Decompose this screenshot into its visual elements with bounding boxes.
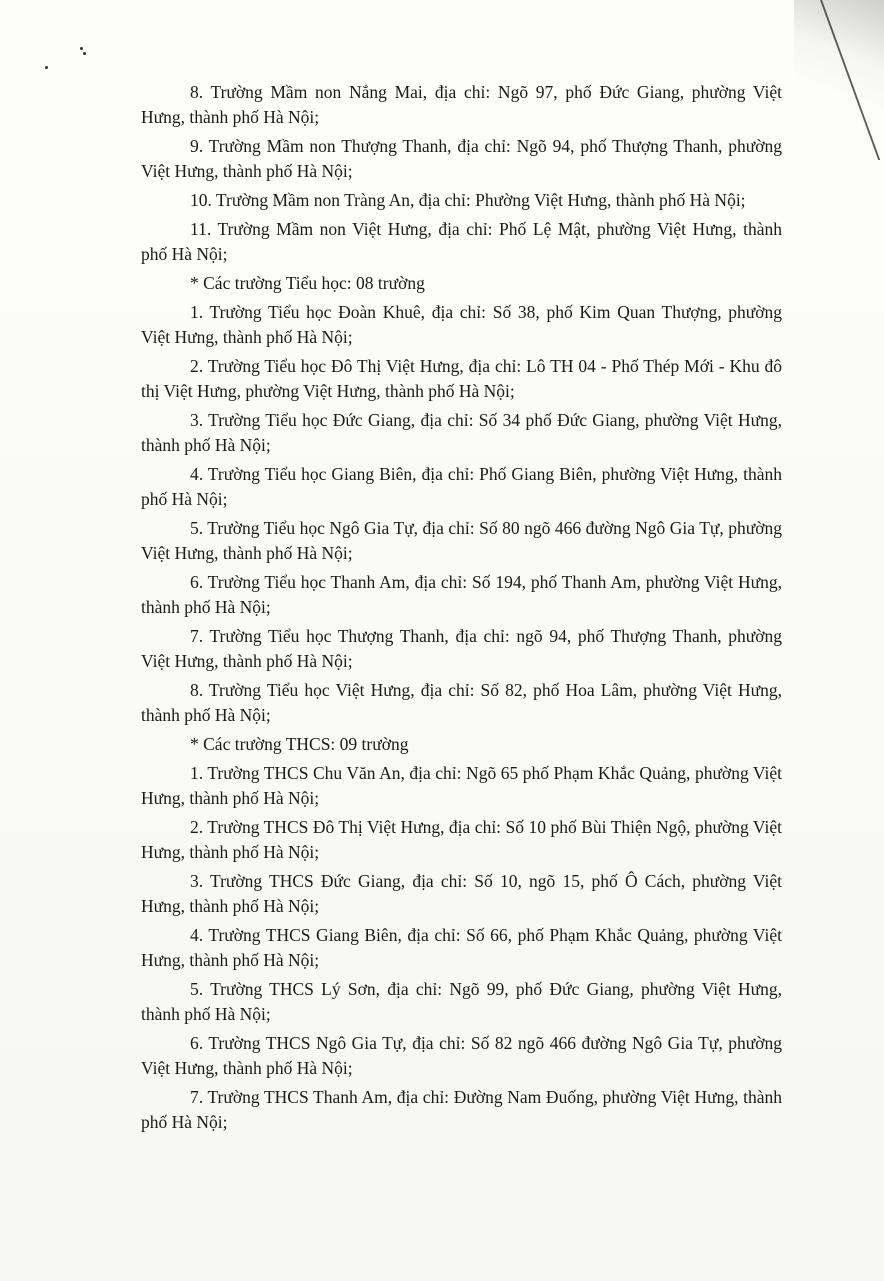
list-item: 1. Trường THCS Chu Văn An, địa chỉ: Ngõ 65 phố Phạm Khắc Quảng, phường Việt Hưng, thành phố Hà Nội; — [141, 763, 782, 808]
section-heading-secondary: * Các trường THCS: 09 trường — [190, 734, 409, 754]
list-item: 7. Trường Tiểu học Thượng Thanh, địa chỉ: ngõ 94, phố Thượng Thanh, phường Việt Hưng, thành phố Hà Nội; — [141, 626, 782, 671]
list-item: 10. Trường Mầm non Tràng An, địa chỉ: Phường Việt Hưng, thành phố Hà Nội; — [190, 190, 746, 210]
document-body — [141, 80, 782, 1139]
paper-speck — [45, 66, 48, 69]
paper-speck — [83, 52, 86, 55]
list-item: 3. Trường Tiểu học Đức Giang, địa chỉ: Số 34 phố Đức Giang, phường Việt Hưng, thành phố Hà Nội; — [141, 410, 782, 455]
list-item: 5. Trường Tiểu học Ngô Gia Tự, địa chỉ: Số 80 ngõ 466 đường Ngô Gia Tự, phường Việt Hưng, thành phố Hà Nội; — [141, 518, 782, 563]
list-item: 4. Trường Tiểu học Giang Biên, địa chỉ: Phố Giang Biên, phường Việt Hưng, thành phố Hà Nội; — [141, 464, 782, 509]
paper-speck — [80, 47, 83, 50]
list-item: 8. Trường Mầm non Nắng Mai, địa chỉ: Ngõ 97, phố Đức Giang, phường Việt Hưng, thành phố Hà Nội; — [141, 82, 782, 127]
list-item: 4. Trường THCS Giang Biên, địa chỉ: Số 66, phố Phạm Khắc Quảng, phường Việt Hưng, thành phố Hà Nội; — [141, 925, 782, 970]
list-item: 3. Trường THCS Đức Giang, địa chỉ: Số 10, ngõ 15, phố Ô Cách, phường Việt Hưng, thành phố Hà Nội; — [141, 871, 782, 916]
list-item: 6. Trường THCS Ngô Gia Tự, địa chỉ: Số 82 ngõ 466 đường Ngô Gia Tự, phường Việt Hưng, thành phố Hà Nội; — [141, 1033, 782, 1078]
section-heading-primary: * Các trường Tiểu học: 08 trường — [190, 273, 425, 293]
list-item: 7. Trường THCS Thanh Am, địa chỉ: Đường Nam Đuống, phường Việt Hưng, thành phố Hà Nội; — [141, 1087, 782, 1132]
list-item: 1. Trường Tiểu học Đoàn Khuê, địa chỉ: Số 38, phố Kim Quan Thượng, phường Việt Hưng, thành phố Hà Nội; — [141, 302, 782, 347]
list-item: 2. Trường THCS Đô Thị Việt Hưng, địa chỉ: Số 10 phố Bùi Thiện Ngộ, phường Việt Hưng, thành phố Hà Nội; — [141, 817, 782, 862]
list-item: 11. Trường Mầm non Việt Hưng, địa chỉ: Phố Lệ Mật, phường Việt Hưng, thành phố Hà Nội; — [141, 219, 782, 264]
list-item: 6. Trường Tiểu học Thanh Am, địa chỉ: Số 194, phố Thanh Am, phường Việt Hưng, thành phố Hà Nội; — [141, 572, 782, 617]
list-item: 8. Trường Tiểu học Việt Hưng, địa chỉ: Số 82, phố Hoa Lâm, phường Việt Hưng, thành phố Hà Nội; — [141, 680, 782, 725]
list-item: 9. Trường Mầm non Thượng Thanh, địa chỉ: Ngõ 94, phố Thượng Thanh, phường Việt Hưng, thành phố Hà Nội; — [141, 136, 782, 181]
list-item: 2. Trường Tiểu học Đô Thị Việt Hưng, địa chỉ: Lô TH 04 - Phố Thép Mới - Khu đô thị Việt Hưng, phường Việt Hưng, thành phố Hà Nội; — [141, 356, 782, 401]
list-item: 5. Trường THCS Lý Sơn, địa chỉ: Ngõ 99, phố Đức Giang, phường Việt Hưng, thành phố Hà Nội; — [141, 979, 782, 1024]
